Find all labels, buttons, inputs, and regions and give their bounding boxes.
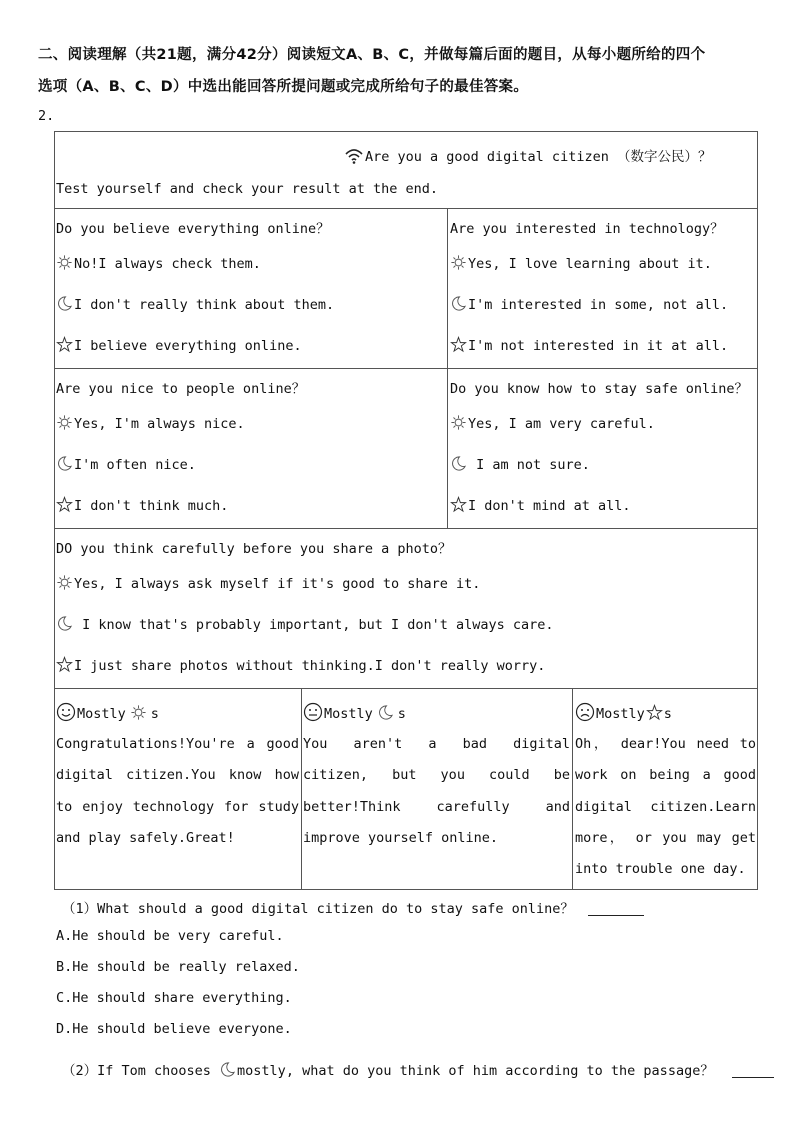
quiz-option: I don't really think about them. bbox=[56, 295, 334, 313]
quiz-option: I believe everything online. bbox=[56, 336, 302, 354]
star-icon bbox=[56, 336, 73, 353]
q1-option-a: A.He should be very careful. bbox=[56, 928, 284, 944]
quiz-option: I am not sure. bbox=[450, 455, 590, 473]
quiz-option: Yes, I always ask myself if it's good to share it. bbox=[56, 574, 480, 592]
result-text: Oh， dear!You need to work on being a good digital citizen.Learn more， or you may get into trouble one day. bbox=[575, 736, 756, 878]
result-cell bbox=[575, 699, 756, 885]
divider bbox=[54, 528, 758, 529]
moon-icon bbox=[450, 295, 467, 312]
quiz-intro: Test yourself and check your result at the end. bbox=[56, 181, 439, 197]
star-icon bbox=[646, 704, 663, 721]
quiz-title bbox=[344, 145, 711, 165]
sun-icon bbox=[450, 254, 467, 271]
divider bbox=[572, 688, 573, 890]
divider bbox=[54, 208, 758, 209]
happy-face-icon bbox=[56, 702, 76, 722]
result-heading: Mostly s bbox=[575, 699, 756, 729]
star-icon bbox=[56, 496, 73, 513]
quiz-question: Do you believe everything online？ bbox=[56, 221, 330, 237]
quiz-question: DO you think carefully before you share a photo？ bbox=[56, 541, 452, 557]
divider bbox=[54, 688, 758, 689]
sad-face-icon bbox=[575, 702, 595, 722]
section-heading-line1: 二、阅读理解（共21题，满分42分）阅读短文A、B、C，并做每篇后面的题目，从每小题所给的四个 bbox=[38, 47, 706, 63]
quiz-option: I don't think much. bbox=[56, 496, 228, 514]
quiz-question: Do you know how to stay safe online？ bbox=[450, 381, 748, 397]
moon-icon bbox=[56, 455, 73, 472]
star-icon bbox=[56, 656, 73, 673]
quiz-question: Are you interested in technology？ bbox=[450, 221, 724, 237]
sun-icon bbox=[450, 414, 467, 431]
sun-icon bbox=[130, 704, 147, 721]
result-text: Congratulations!You're a good digital citizen.You know how to enjoy technology for study and play safely.Great! bbox=[56, 736, 299, 846]
result-text: You aren't a bad digital citizen, but you could be better!Think carefully and improve yourself online. bbox=[303, 736, 570, 846]
quiz-option: I'm often nice. bbox=[56, 455, 196, 473]
quiz-option: Yes, I am very careful. bbox=[450, 414, 655, 432]
divider bbox=[447, 208, 448, 528]
neutral-face-icon bbox=[303, 702, 323, 722]
sun-icon bbox=[56, 254, 73, 271]
moon-icon bbox=[56, 295, 73, 312]
sun-icon bbox=[56, 574, 73, 591]
moon-icon bbox=[377, 704, 394, 721]
question-number: 2. bbox=[38, 108, 55, 124]
result-cell bbox=[303, 699, 570, 854]
result-heading: Mostly s bbox=[303, 699, 570, 729]
q1-option-d: D.He should believe everyone. bbox=[56, 1021, 292, 1037]
divider bbox=[54, 368, 758, 369]
divider bbox=[301, 688, 302, 890]
section-heading-line2: 选项（A、B、C、D）中选出能回答所提问题或完成所给句子的最佳答案。 bbox=[38, 79, 529, 95]
wifi-icon bbox=[344, 147, 364, 164]
moon-icon bbox=[56, 615, 73, 632]
quiz-title-text: Are you a good digital citizen （数字公民）？ bbox=[365, 149, 712, 165]
answer-blank[interactable] bbox=[588, 901, 644, 916]
moon-icon bbox=[219, 1061, 236, 1078]
quiz-option: I'm interested in some, not all. bbox=[450, 295, 728, 313]
moon-icon bbox=[450, 455, 467, 472]
quiz-option: I don't mind at all. bbox=[450, 496, 631, 514]
quiz-option: Yes, I'm always nice. bbox=[56, 414, 245, 432]
q1-stem: （1）What should a good digital citizen do to stay safe online？ bbox=[62, 897, 644, 917]
quiz-question: Are you nice to people online？ bbox=[56, 381, 306, 397]
sun-icon bbox=[56, 414, 73, 431]
quiz-option: No!I always check them. bbox=[56, 254, 261, 272]
q1-option-b: B.He should be really relaxed. bbox=[56, 959, 300, 975]
star-icon bbox=[450, 336, 467, 353]
result-cell bbox=[56, 699, 299, 854]
answer-blank[interactable] bbox=[732, 1063, 774, 1078]
star-icon bbox=[450, 496, 467, 513]
q2-stem: （2）If Tom chooses mostly, what do you think of him according to the passage？ bbox=[62, 1059, 774, 1079]
quiz-option: I'm not interested in it at all. bbox=[450, 336, 728, 354]
quiz-option: I just share photos without thinking.I don't really worry. bbox=[56, 656, 545, 674]
quiz-option: I know that's probably important, but I don't always care. bbox=[56, 615, 554, 633]
result-heading: Mostly s bbox=[56, 699, 299, 729]
quiz-option: Yes, I love learning about it. bbox=[450, 254, 712, 272]
q1-option-c: C.He should share everything. bbox=[56, 990, 292, 1006]
